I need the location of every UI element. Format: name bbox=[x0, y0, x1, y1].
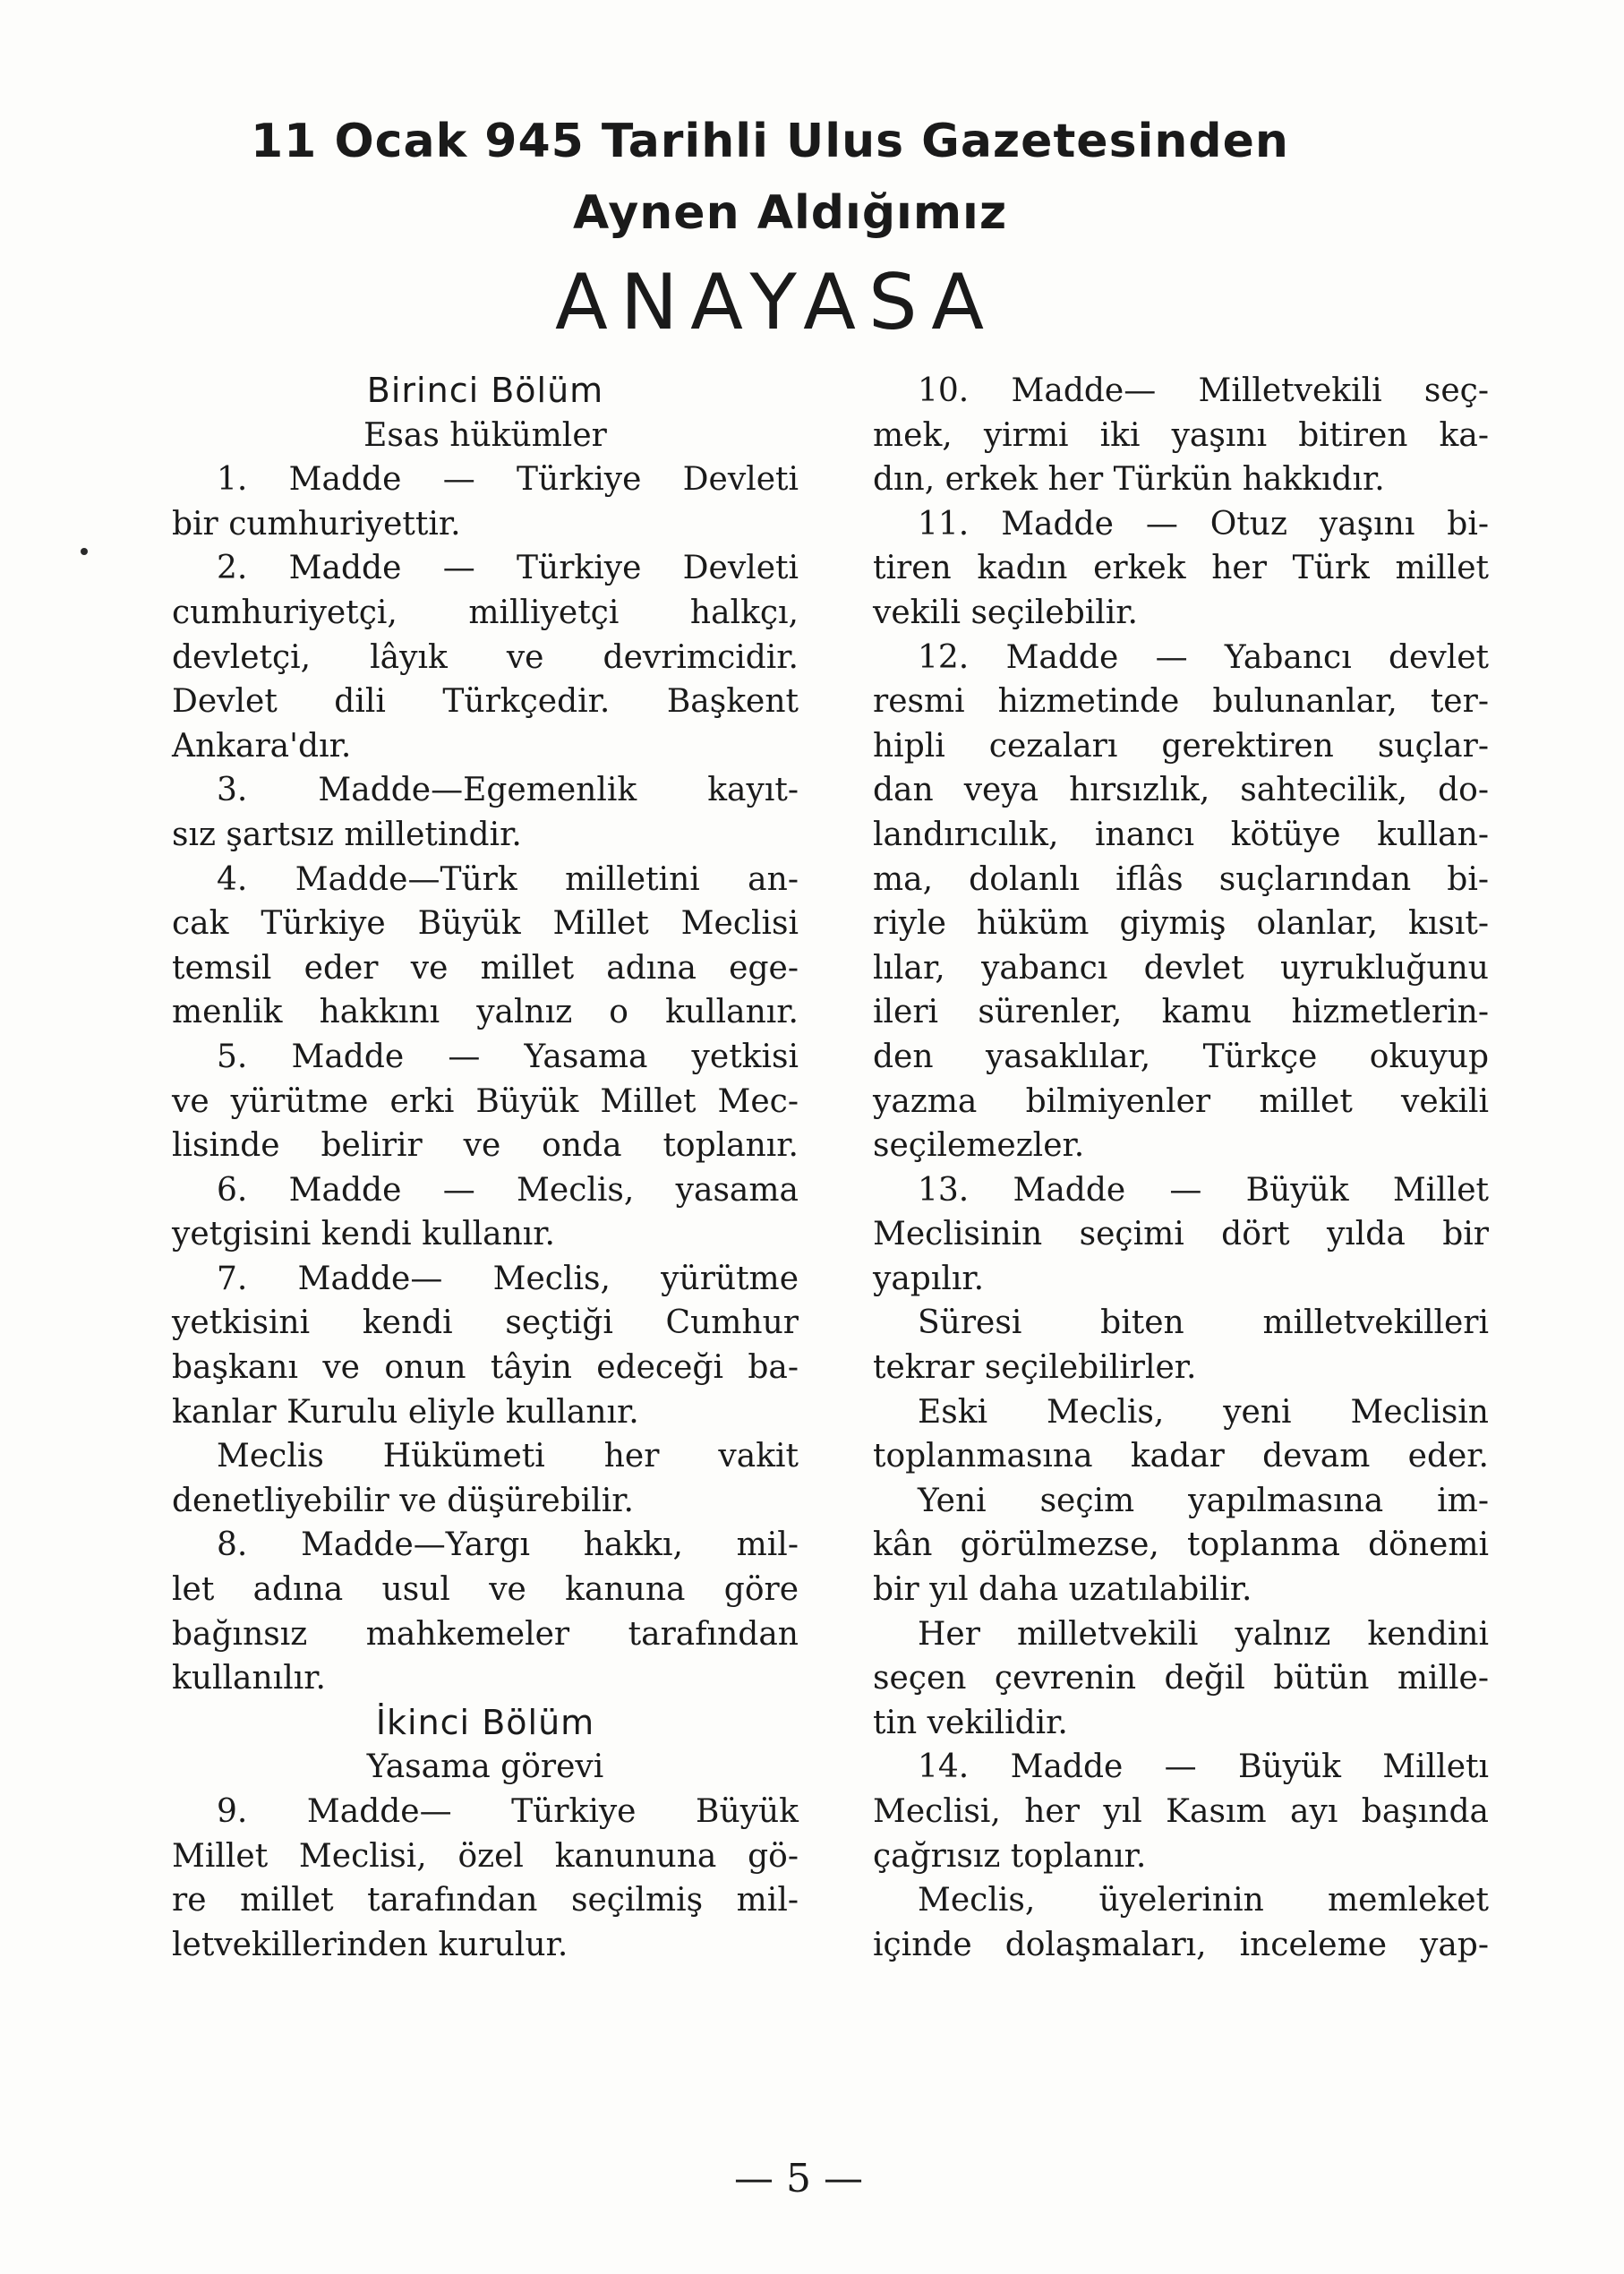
text-line: 2. Madde — Türkiye Devleti bbox=[217, 550, 799, 587]
text-line: 5. Madde — Yasama yetkisi bbox=[217, 1038, 799, 1075]
text-line: Ankara'dır. bbox=[172, 727, 352, 765]
text-line: bir yıl daha uzatılabilir. bbox=[873, 1571, 1252, 1609]
text-line: den yasaklılar, Türkçe okuyup bbox=[873, 1038, 1489, 1075]
text-line: kanlar Kurulu eliyle kullanır. bbox=[172, 1393, 639, 1431]
text-line: dan veya hırsızlık, sahtecilik, do- bbox=[873, 772, 1489, 809]
text-line: 14. Madde — Büyük Milletı bbox=[918, 1748, 1489, 1786]
text-line: 8. Madde—Yargı hakkı, mil- bbox=[217, 1526, 799, 1564]
section-heading: İkinci Bölüm bbox=[375, 1702, 595, 1742]
ink-speck bbox=[81, 548, 88, 555]
text-line: bir cumhuriyettir. bbox=[172, 505, 461, 543]
text-line: sız şartsız milletindir. bbox=[172, 816, 522, 853]
text-line: tiren kadın erkek her Türk millet bbox=[873, 550, 1489, 587]
text-line: yapılır. bbox=[873, 1260, 985, 1297]
section-subheading: Esas hükümler bbox=[363, 416, 607, 454]
text-line: let adına usul ve kanuna göre bbox=[172, 1571, 799, 1609]
text-line: letvekillerinden kurulur. bbox=[172, 1926, 568, 1963]
text-line: içinde dolaşmaları, inceleme yap- bbox=[873, 1926, 1489, 1963]
text-line: seçen çevrenin değil bütün mille- bbox=[873, 1660, 1489, 1697]
text-line: Eski Meclis, yeni Meclisin bbox=[918, 1393, 1489, 1431]
text-line: 7. Madde— Meclis, yürütme bbox=[217, 1260, 799, 1297]
text-line: 6. Madde — Meclis, yasama bbox=[217, 1171, 799, 1209]
text-line: mek, yirmi iki yaşını bitiren ka- bbox=[873, 416, 1489, 454]
text-line: seçilemezler. bbox=[873, 1127, 1085, 1165]
text-line: denetliyebilir ve düşürebilir. bbox=[172, 1482, 634, 1519]
text-line: devletçi, lâyık ve devrimcidir. bbox=[172, 638, 799, 676]
text-line: temsil eder ve millet adına ege- bbox=[172, 949, 799, 987]
header-line-1: 11 Ocak 945 Tarihli Ulus Gazetesinden bbox=[251, 115, 1289, 168]
section-heading: Birinci Bölüm bbox=[366, 371, 604, 410]
text-line: bağınsız mahkemeler tarafından bbox=[172, 1615, 799, 1653]
text-line: Devlet dili Türkçedir. Başkent bbox=[172, 683, 799, 721]
page-number: — 5 — bbox=[734, 2156, 863, 2201]
text-line: yetgisini kendi kullanır. bbox=[172, 1216, 555, 1253]
text-line: 11. Madde — Otuz yaşını bi- bbox=[918, 505, 1489, 543]
text-line: lisinde belirir ve onda toplanır. bbox=[172, 1127, 799, 1165]
text-line: riyle hüküm giymiş olanlar, kısıt- bbox=[873, 905, 1489, 943]
text-line: başkanı ve onun tâyin edeceği ba- bbox=[172, 1349, 799, 1387]
text-line: ma, dolanlı iflâs suçlarından bi- bbox=[873, 860, 1489, 898]
text-line: tin vekilidir. bbox=[873, 1704, 1068, 1741]
text-line: Meclisi, her yıl Kasım ayı başında bbox=[873, 1793, 1489, 1830]
text-line: cumhuriyetçi, milliyetçi halkçı, bbox=[172, 594, 799, 631]
text-line: Yeni seçim yapılmasına im- bbox=[918, 1482, 1489, 1519]
text-line: kullanılır. bbox=[172, 1660, 326, 1697]
text-line: yazma bilmiyenler millet vekili bbox=[873, 1082, 1489, 1120]
text-line: 4. Madde—Türk milletini an- bbox=[217, 860, 799, 898]
text-line: landırıcılık, inancı kötüye kullan- bbox=[873, 816, 1489, 853]
document-title: ANAYASA bbox=[555, 258, 997, 347]
text-line: 10. Madde— Milletvekili seç- bbox=[918, 372, 1489, 409]
text-line: ve yürütme erki Büyük Millet Mec- bbox=[172, 1082, 799, 1120]
header-line-2: Aynen Aldığımız bbox=[573, 186, 1008, 240]
text-line: kân görülmezse, toplanma dönemi bbox=[873, 1526, 1489, 1564]
text-line: 13. Madde — Büyük Millet bbox=[918, 1171, 1489, 1209]
text-line: re millet tarafından seçilmiş mil- bbox=[172, 1882, 799, 1919]
text-line: Meclisinin seçimi dört yılda bir bbox=[873, 1216, 1489, 1253]
text-line: yetkisini kendi seçtiği Cumhur bbox=[172, 1304, 799, 1342]
text-line: toplanmasına kadar devam eder. bbox=[873, 1438, 1489, 1475]
text-line: menlik hakkını yalnız o kullanır. bbox=[172, 994, 799, 1031]
right-column bbox=[873, 369, 1489, 1967]
text-line: resmi hizmetinde bulunanlar, ter- bbox=[873, 683, 1489, 721]
text-line: Millet Meclisi, özel kanununa gö- bbox=[172, 1837, 799, 1875]
text-line: lılar, yabancı devlet uyrukluğunu bbox=[873, 949, 1489, 987]
text-line: ileri sürenler, kamu hizmetlerin- bbox=[873, 994, 1489, 1031]
text-line: Her milletvekili yalnız kendini bbox=[918, 1615, 1489, 1653]
section-subheading: Yasama görevi bbox=[366, 1748, 604, 1786]
text-line: 3. Madde—Egemenlik kayıt- bbox=[217, 772, 799, 809]
text-line: hipli cezaları gerektiren suçlar- bbox=[873, 727, 1489, 765]
text-line: tekrar seçilebilirler. bbox=[873, 1349, 1197, 1387]
text-line: dın, erkek her Türkün hakkıdır. bbox=[873, 461, 1385, 499]
left-column bbox=[172, 369, 799, 1967]
text-line: cak Türkiye Büyük Millet Meclisi bbox=[172, 905, 799, 943]
text-line: çağrısız toplanır. bbox=[873, 1837, 1147, 1875]
text-line: Meclis, üyelerinin memleket bbox=[918, 1882, 1489, 1919]
text-line: 12. Madde — Yabancı devlet bbox=[918, 638, 1489, 676]
text-line: 1. Madde — Türkiye Devleti bbox=[217, 461, 799, 499]
text-line: Meclis Hükümeti her vakit bbox=[217, 1438, 799, 1475]
text-line: vekili seçilebilir. bbox=[873, 594, 1138, 631]
text-line: Süresi biten milletvekilleri bbox=[918, 1304, 1489, 1342]
text-line: 9. Madde— Türkiye Büyük bbox=[217, 1793, 799, 1830]
